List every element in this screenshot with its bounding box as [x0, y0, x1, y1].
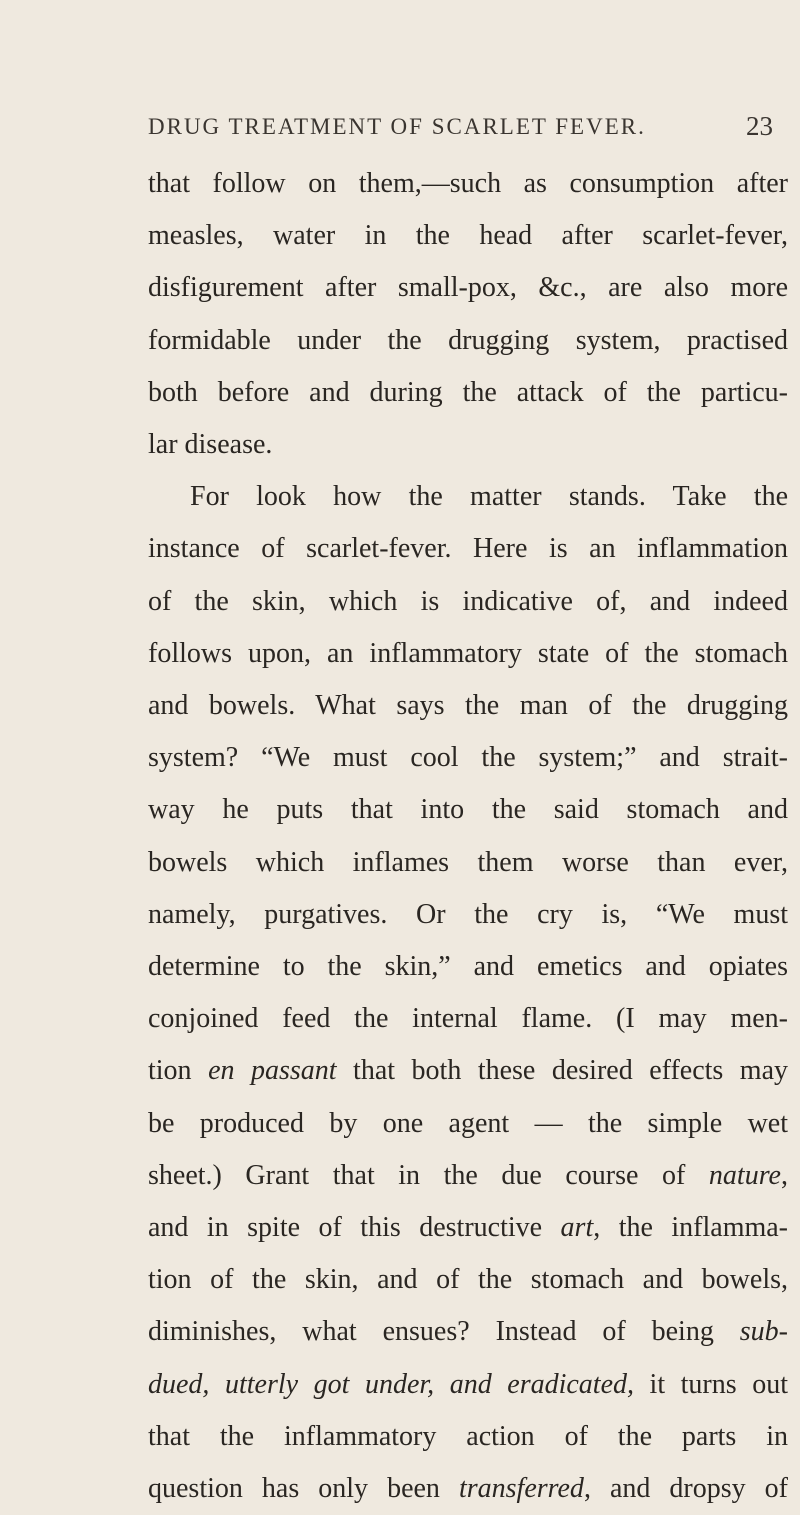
text-line: [148, 1045, 788, 1097]
italic-text: art: [560, 1212, 594, 1243]
italic-text: en passant: [208, 1055, 337, 1087]
italic-text: nature: [708, 1159, 781, 1191]
text-line: [148, 576, 788, 628]
text-line: [148, 1098, 788, 1150]
text-line: [148, 158, 788, 210]
text-line: [148, 993, 788, 1045]
italic-text: dued, utterly got under, and eradicated,: [148, 1368, 634, 1400]
text-line: [148, 1150, 788, 1202]
line-text: that follow on them,—such as consumption after: [148, 168, 788, 199]
line-text: lar disease.: [148, 429, 273, 460]
line-text: that both these desired effects may: [336, 1055, 788, 1087]
text-line: [148, 1202, 788, 1254]
line-text: diminishes, what ensues? Instead of being: [148, 1316, 740, 1348]
line-text: way he puts that into the said stomach and: [148, 794, 788, 826]
line-text: it turns out: [634, 1368, 788, 1400]
text-line: [148, 1306, 788, 1358]
line-text: and bowels. What says the man of the drugging: [148, 690, 788, 721]
text-line: [148, 1411, 788, 1463]
line-text: bowels which inflames them worse than ever,: [148, 846, 788, 878]
text-line: [148, 784, 788, 836]
line-text: For look how the matter stands. Take the: [190, 481, 788, 513]
text-line: [148, 1359, 788, 1411]
line-text: ,: [781, 1159, 788, 1191]
text-line: [148, 210, 788, 262]
text-line: [148, 1463, 788, 1515]
line-text: formidable under the drugging system, practised: [148, 324, 788, 356]
line-text: of the skin, which is indicative of, and indeed: [148, 585, 788, 617]
text-line: [148, 941, 788, 993]
italic-text: sub-: [739, 1316, 788, 1348]
line-text: tion: [148, 1055, 209, 1087]
text-line: [148, 315, 788, 367]
text-line: [148, 471, 788, 523]
line-text: namely, purgatives. Or the cry is, “We must: [148, 898, 788, 930]
text-line: [148, 889, 788, 941]
running-head: [148, 111, 773, 148]
line-text: determine to the skin,” and emetics and opiates: [148, 951, 788, 982]
line-text: measles, water in the head after scarlet-fever,: [148, 220, 788, 252]
line-text: both before and during the attack of the particu-: [148, 376, 788, 408]
text-line: [148, 628, 788, 680]
page-number: 23: [746, 111, 773, 141]
line-text: sheet.) Grant that in the due course of: [148, 1159, 709, 1191]
line-text: system? “We must cool the system;” and strait-: [148, 742, 788, 774]
line-text: instance of scarlet-fever. Here is an inflammation: [148, 533, 788, 565]
text-line: [148, 732, 788, 784]
text-line: [148, 1254, 788, 1306]
text-line: [148, 367, 788, 419]
line-text: follows upon, an inflammatory state of the stomach: [148, 637, 788, 669]
line-text: be produced by one agent — the simple wet: [148, 1107, 788, 1139]
text-line: [148, 262, 788, 314]
text-line: [148, 837, 788, 889]
line-text: , and dropsy of: [583, 1473, 788, 1504]
line-text: question has only been: [148, 1473, 459, 1504]
line-text: and in spite of this destructive: [148, 1212, 561, 1243]
line-text: that the inflammatory action of the parts in: [148, 1420, 788, 1452]
line-text: disfigurement after small-pox, &c., are also more: [148, 272, 788, 304]
italic-text: transferred: [458, 1473, 584, 1504]
text-line: [148, 523, 788, 575]
line-text: tion of the skin, and of the stomach and bowels,: [148, 1264, 788, 1296]
line-text: conjoined feed the internal flame. (I may men-: [148, 1003, 788, 1035]
running-head-title: DRUG TREATMENT OF SCARLET FEVER.: [148, 114, 646, 139]
text-line: [148, 680, 788, 732]
line-text: , the inflamma-: [593, 1212, 789, 1243]
text-line: [148, 419, 448, 471]
